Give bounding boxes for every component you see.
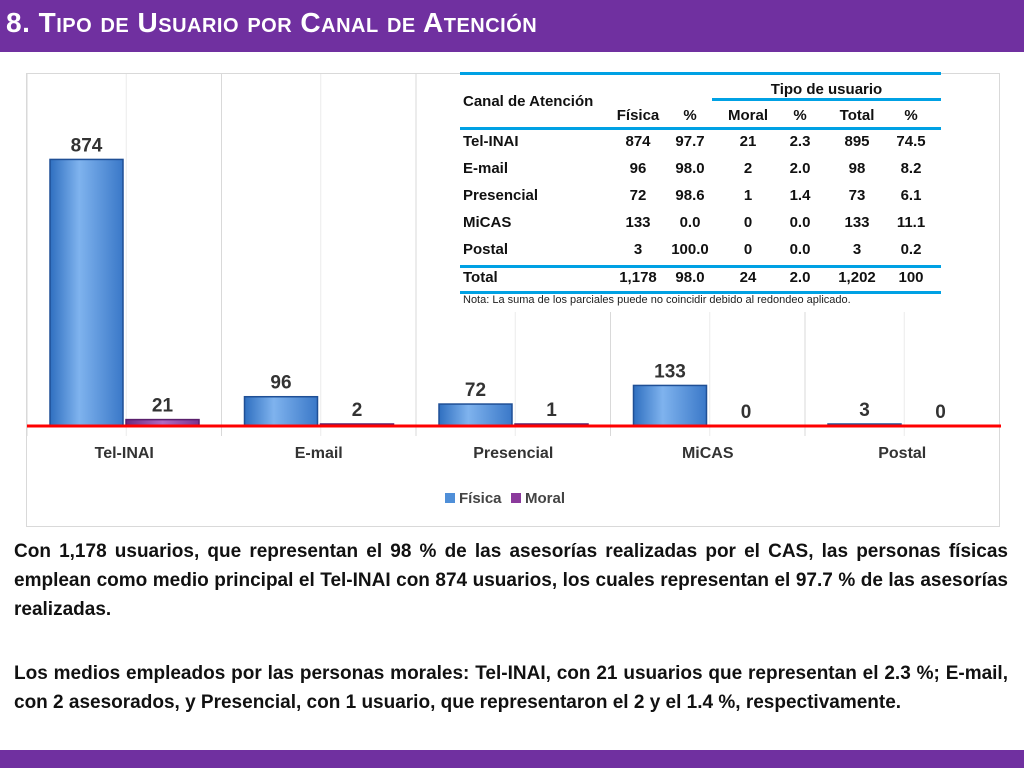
data-label: 96	[270, 372, 292, 394]
bottom-bar	[0, 750, 1024, 768]
table-header-group: Tipo de usuario	[770, 81, 883, 98]
bar-fisica	[245, 397, 318, 426]
table-row-label: MiCAS	[463, 214, 512, 231]
table-total-cell: 98.0	[675, 269, 705, 286]
category-label: MiCAS	[681, 445, 734, 462]
category-label: Presencial	[473, 445, 554, 462]
legend-label-moral: Moral	[525, 490, 566, 507]
table-column-header: Total	[839, 107, 875, 124]
table-note: Nota: La suma de los parciales puede no coincidir debido al redondeo aplicado.	[463, 294, 851, 306]
table-cell: 0.0	[789, 241, 811, 258]
table-cell: 3	[633, 241, 643, 258]
table-cell: 96	[629, 160, 647, 177]
table-column-header: %	[904, 107, 918, 124]
table-cell: 1.4	[789, 187, 811, 204]
table-total-label: Total	[463, 269, 498, 286]
table-cell: 98.6	[675, 187, 705, 204]
legend-label-fisica: Física	[459, 490, 502, 507]
table-total-cell: 1,178	[619, 269, 657, 286]
table-total-cell: 100	[898, 269, 924, 286]
table-cell: 3	[852, 241, 862, 258]
data-label: 0	[935, 402, 946, 423]
bar-fisica	[50, 159, 123, 426]
data-label: 72	[464, 380, 487, 402]
table-column-header: %	[683, 107, 697, 124]
slide-title: 8. Tipo de Usuario por Canal de Atención	[6, 7, 538, 38]
table-cell: 133	[844, 214, 870, 231]
table-cell: 874	[625, 133, 651, 150]
table-cell: 21	[739, 133, 757, 150]
data-table	[460, 72, 941, 312]
data-label: 3	[859, 400, 870, 421]
table-cell: 98.0	[675, 160, 705, 177]
table-cell: 0	[743, 214, 753, 231]
bar-fisica	[439, 404, 512, 426]
table-row-label: Presencial	[463, 187, 539, 204]
table-cell: 2	[743, 160, 753, 177]
table-total-cell: 1,202	[838, 269, 876, 286]
table-header-line	[460, 127, 941, 130]
table-cell: 11.1	[896, 214, 926, 231]
table-total-cell: 24	[739, 269, 757, 286]
category-label: E-mail	[294, 445, 343, 462]
data-label: 133	[654, 361, 686, 383]
table-cell: 0.2	[900, 241, 922, 258]
table-column-header: %	[793, 107, 807, 124]
table-cell: 73	[848, 187, 866, 204]
paragraph-moral: Los medios empleados por las personas morales: Tel-INAI, con 21 usuarios que representan el 2.3 %; E-mail, con 2 asesorados, y Presencial, con 1 usuario, que representaron el 2 y el 1.4 %, respectivamente.	[14, 663, 1008, 713]
title-bar	[0, 0, 1024, 52]
table-column-header: Moral	[727, 107, 768, 124]
table-cell: 0.0	[789, 214, 811, 231]
category-label: Tel-INAI	[94, 445, 154, 462]
category-label: Postal	[878, 445, 927, 462]
table-cell: 100.0	[671, 241, 709, 258]
table-cell: 0	[743, 241, 753, 258]
table-cell: 0.0	[679, 214, 701, 231]
data-label: 1	[546, 400, 557, 421]
table-cell: 133	[625, 214, 651, 231]
table-top-line	[460, 72, 941, 75]
bar-fisica	[634, 385, 707, 426]
table-column-header: Física	[616, 107, 660, 124]
table-cell: 72	[629, 187, 647, 204]
table-total-cell: 2.0	[789, 269, 811, 286]
table-cell: 97.7	[675, 133, 705, 150]
table-row-label: Tel-INAI	[463, 133, 519, 150]
data-label: 0	[740, 402, 752, 423]
table-cell: 1	[743, 187, 753, 204]
table-row-label: Postal	[463, 241, 509, 258]
data-label: 874	[70, 135, 103, 157]
table-cell: 895	[844, 133, 870, 150]
table-cell: 2.3	[789, 133, 811, 150]
table-header-channel: Canal de Atención	[463, 93, 594, 110]
legend-swatch-fisica	[445, 493, 455, 503]
legend-swatch-moral	[511, 493, 521, 503]
table-cell: 8.2	[900, 160, 922, 177]
paragraph-fisica: Con 1,178 usuarios, que representan el 98 % de las asesorías realizadas por el CAS, las personas físicas emplean como medio principal el Tel-INAI con 874 usuarios, los cuales representan el 97.7 % de las asesorías realizadas.	[14, 541, 1008, 620]
data-label: 21	[151, 395, 174, 417]
table-cell: 74.5	[896, 133, 926, 150]
table-cell: 6.1	[900, 187, 922, 204]
data-label: 2	[351, 400, 363, 421]
table-cell: 2.0	[789, 160, 811, 177]
table-row-label: E-mail	[463, 160, 509, 177]
table-cell: 98	[848, 160, 866, 177]
